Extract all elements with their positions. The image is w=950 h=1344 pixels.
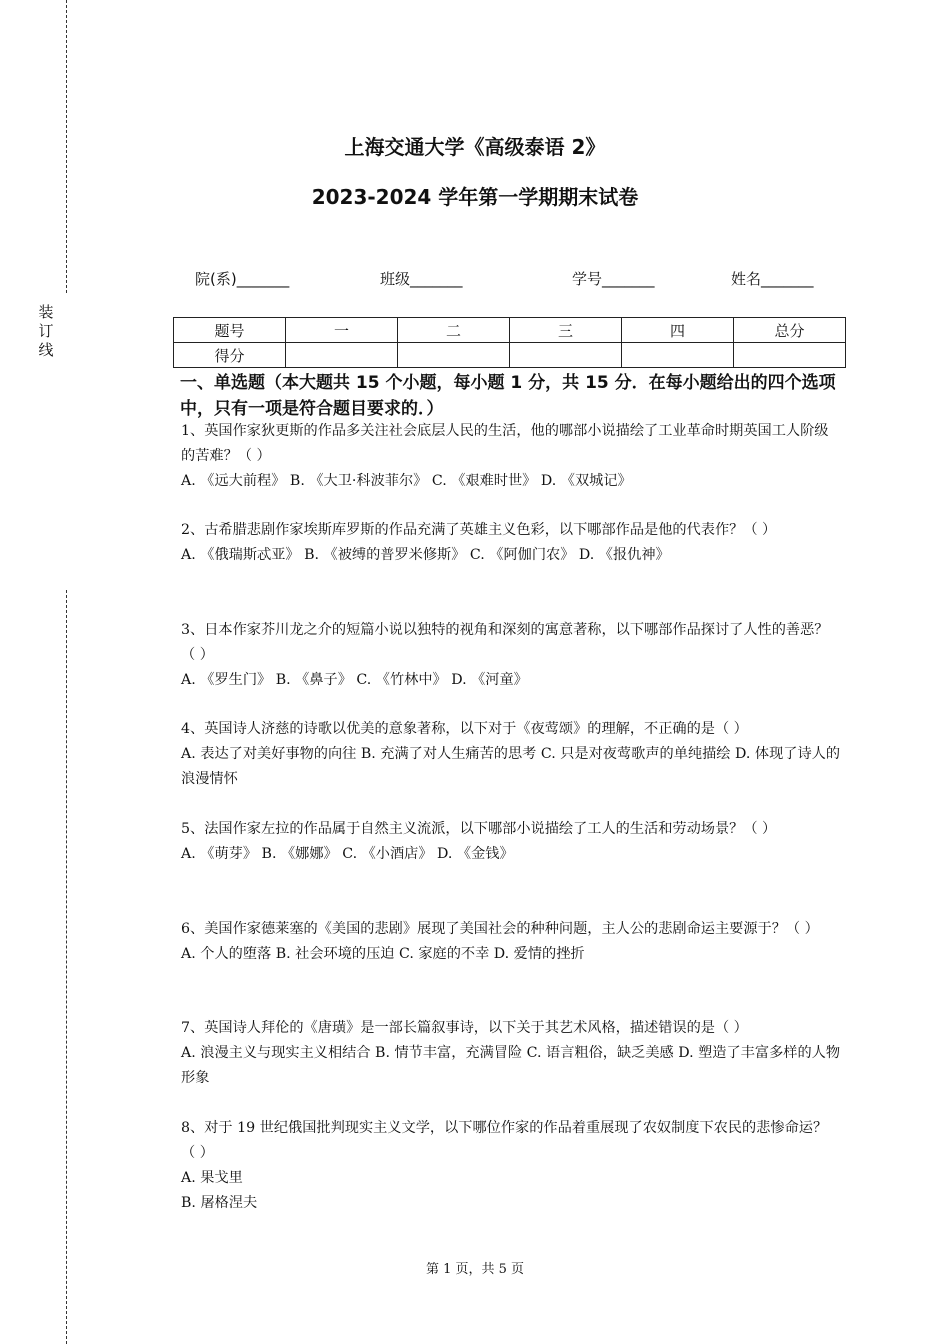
question-6 xyxy=(181,917,841,967)
question-options: A. 《俄瑞斯忒亚》 B. 《被缚的普罗米修斯》 C. 《阿伽门农》 D. 《报仇神》 xyxy=(181,547,670,563)
score-table-header-cell: 三 xyxy=(510,318,622,343)
question-option: A. 果戈里 xyxy=(181,1170,243,1186)
exam-title: 上海交通大学《高级泰语 2》 xyxy=(344,135,606,159)
question-stem: 5、法国作家左拉的作品属于自然主义流派，以下哪部小说描绘了工人的生活和劳动场景？（ ） xyxy=(181,821,777,837)
question-1 xyxy=(181,419,841,494)
question-stem: 8、对于 19 世纪俄国批判现实主义文学，以下哪位作家的作品着重展现了农奴制度下农民的悲惨命运？（ ） xyxy=(181,1120,828,1161)
question-3 xyxy=(181,618,841,693)
binding-line xyxy=(66,590,67,1344)
score-table-header-cell: 二 xyxy=(398,318,510,343)
question-5 xyxy=(181,817,841,867)
binding-label xyxy=(36,303,56,360)
exam-subtitle: 2023-2024 学年第一学期期末试卷 xyxy=(311,185,639,209)
question-stem: 4、英国诗人济慈的诗歌以优美的意象著称，以下对于《夜莺颂》的理解，不正确的是（ ） xyxy=(181,721,748,737)
score-table xyxy=(173,317,846,368)
department-field: 院(系)_______ xyxy=(195,270,290,288)
question-stem: 3、日本作家芥川龙之介的短篇小说以独特的视角和深刻的寓意著称，以下哪部作品探讨了人性的善恶？（ ） xyxy=(181,622,829,663)
question-8 xyxy=(181,1116,841,1216)
score-table-header-cell: 四 xyxy=(622,318,734,343)
score-table-header-cell: 总分 xyxy=(734,318,846,343)
question-stem: 2、古希腊悲剧作家埃斯库罗斯的作品充满了英雄主义色彩，以下哪部作品是他的代表作？（ ） xyxy=(181,522,777,538)
binding-char: 装 xyxy=(38,303,54,321)
question-stem: 6、美国作家德莱塞的《美国的悲剧》展现了美国社会的种种问题，主人公的悲剧命运主要源于？（ ） xyxy=(181,921,819,937)
score-cell xyxy=(622,343,734,368)
question-4 xyxy=(181,717,841,792)
class-field: 班级_______ xyxy=(380,270,463,288)
student-id-field: 学号_______ xyxy=(572,270,655,288)
question-options: A. 表达了对美好事物的向往 B. 充满了对人生痛苦的思考 C. 只是对夜莺歌声的单纯描绘 D. 体现了诗人的浪漫情怀 xyxy=(181,746,841,787)
score-cell xyxy=(510,343,622,368)
question-7 xyxy=(181,1016,841,1091)
score-table-score-row xyxy=(174,343,846,368)
score-table-header-cell: 一 xyxy=(286,318,398,343)
question-options: A. 《萌芽》 B. 《娜娜》 C. 《小酒店》 D. 《金钱》 xyxy=(181,846,514,862)
page-footer: 第 1 页，共 5 页 xyxy=(425,1262,525,1277)
score-table-header-row xyxy=(174,318,846,343)
score-cell xyxy=(286,343,398,368)
score-cell xyxy=(398,343,510,368)
question-options: A. 《罗生门》 B. 《鼻子》 C. 《竹林中》 D. 《河童》 xyxy=(181,672,528,688)
section-heading: 一、单选题（本大题共 15 个小题，每小题 1 分，共 15 分．在每小题给出的四个选项中，只有一项是符合题目要求的．） xyxy=(180,373,836,419)
binding-char: 订 xyxy=(38,322,54,340)
score-table-header-cell: 题号 xyxy=(174,318,286,343)
question-options: A. 《远大前程》 B. 《大卫·科波菲尔》 C. 《艰难时世》 D. 《双城记》 xyxy=(181,473,632,489)
question-2 xyxy=(181,518,841,568)
question-stem: 1、英国作家狄更斯的作品多关注社会底层人民的生活，他的哪部小说描绘了工业革命时期英国工人阶级的苦难？（ ） xyxy=(181,423,829,464)
question-options: A. 浪漫主义与现实主义相结合 B. 情节丰富，充满冒险 C. 语言粗俗，缺乏美感 D. 塑造了丰富多样的人物形象 xyxy=(181,1045,841,1086)
binding-char: 线 xyxy=(38,341,54,359)
score-cell xyxy=(734,343,846,368)
question-options: A. 个人的堕落 B. 社会环境的压迫 C. 家庭的不幸 D. 爱情的挫折 xyxy=(181,946,585,962)
score-row-label: 得分 xyxy=(174,343,286,368)
question-option: B. 屠格涅夫 xyxy=(181,1195,258,1211)
question-stem: 7、英国诗人拜伦的《唐璜》是一部长篇叙事诗，以下关于其艺术风格，描述错误的是（ ） xyxy=(181,1020,748,1036)
name-field: 姓名_______ xyxy=(731,270,814,288)
